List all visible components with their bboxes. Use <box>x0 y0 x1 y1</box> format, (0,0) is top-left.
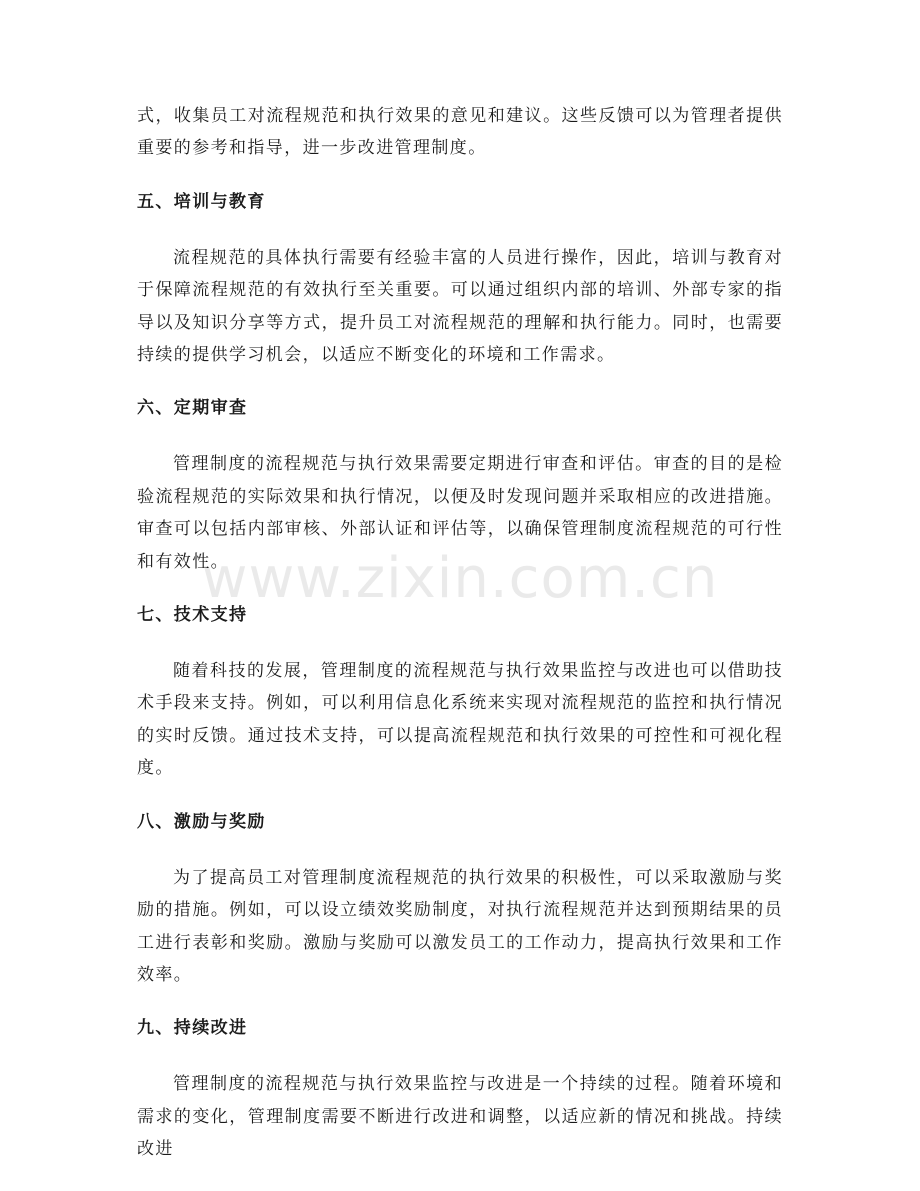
section-body-improvement: 管理制度的流程规范与执行效果监控与改进是一个持续的过程。随着环境和需求的变化，管理制度需要不断进行改进和调整，以适应新的情况和挑战。持续改进 <box>137 1074 783 1160</box>
section-body-training: 流程规范的具体执行需要有经验丰富的人员进行操作，因此，培训与教育对于保障流程规范的有效执行至关重要。可以通过组织内部的培训、外部专家的指导以及知识分享等方式，提升员工对流程规范的理解和执行能力。同时，也需要持续的提供学习机会，以适应不断变化的环境和工作需求。 <box>137 247 783 366</box>
intro-paragraph: 式，收集员工对流程规范和执行效果的意见和建议。这些反馈可以为管理者提供重要的参考和指导，进一步改进管理制度。 <box>137 106 783 159</box>
section-heading-training: 五、培训与教育 <box>137 191 266 212</box>
section-heading-incentives: 八、激励与奖励 <box>137 811 266 832</box>
section-body-tech-support: 随着科技的发展，管理制度的流程规范与执行效果监控与改进也可以借助技术手段来支持。例如，可以利用信息化系统来实现对流程规范的监控和执行情况的实时反馈。通过技术支持，可以提高流程规范和执行效果的可控性和可视化程度。 <box>137 661 783 779</box>
section-body-incentives: 为了提高员工对管理制度流程规范的执行效果的积极性，可以采取激励与奖励的措施。例如，可以设立绩效奖励制度，对执行流程规范并达到预期结果的员工进行表彰和奖励。激励与奖励可以激发员工的工作动力，提高执行效果和工作效率。 <box>137 867 783 985</box>
document-page <box>137 100 783 1166</box>
section-body-review: 管理制度的流程规范与执行效果需要定期进行审查和评估。审查的目的是检验流程规范的实际效果和执行情况，以便及时发现问题并采取相应的改进措施。审查可以包括内部审核、外部认证和评估等，以确保管理制度流程规范的可行性和有效性。 <box>137 454 783 572</box>
watermark: www.zixin.com.cn <box>201 546 719 611</box>
section-heading-tech-support: 七、技术支持 <box>137 605 248 626</box>
section-heading-improvement: 九、持续改进 <box>137 1018 248 1039</box>
section-heading-review: 六、定期审查 <box>137 398 248 419</box>
